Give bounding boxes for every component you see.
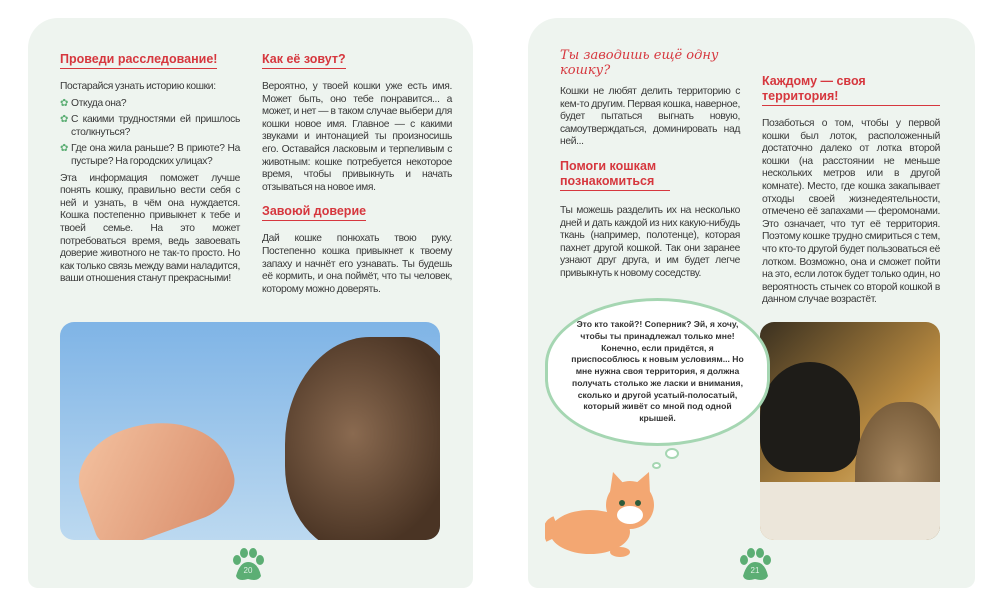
paw-bullet-icon: ✿ (60, 143, 69, 155)
list-item: ✿ С какими трудностями ей пришлось столкнуться? (60, 114, 240, 138)
right-column-2 (762, 74, 940, 307)
heading-territory: Каждому — своя территория! (762, 74, 940, 106)
cat-thought-bubble: Это кто такой?! Соперник? Эй, я хочу, чтобы ты принадлежал только мне! Конечно, если придётся, я приспособлюсь к новым условиям... Но мне нужна своя территория, я должна получать столько же ласки и внимания, сколько и другой усатый-полосатый, который живёт со мной под одной крышей. (545, 298, 770, 446)
body-text: Позаботься о том, чтобы у первой кошки был лоток, расположенный достаточно далеко от лотка второй кошки (на расстоянии не меньше нескольких метров или в другой комнате). Место, где кошка закапывает отходы своей жизнедеятельности, отмечено её запахами — феромонами. Это означает, что тут её территория. Поэтому кошке трудно смириться с тем, что кто-то другой будет пользоваться её лотком. Возможно, она и сможет пойти на это, если лоток будет только один, но вероятность стычек со второй кошкой в данном случае возрастёт. (762, 118, 940, 306)
body-text: Ты можешь разделить их на несколько дней и дать каждой из них какую-нибудь ткань (например, полотенце), которая пахнет другой кошкой. Так они заранее узнают друг друга, и им будет легче привыкнуть к новому соседству. (560, 204, 740, 279)
page-number: 21 (750, 566, 760, 575)
heading-investigate: Проведи расследование! (60, 52, 217, 69)
left-column-2 (262, 50, 452, 296)
paw-icon (228, 546, 268, 584)
list-item: ✿ Где она жила раньше? В приюте? На пустыре? На городских улицах? (60, 143, 240, 167)
page-number-badge (735, 546, 775, 584)
list-item: ✿ Откуда она? (60, 97, 127, 109)
body-text: Эта информация поможет лучше понять кошку, правильно вести себя с ней и узнать, в чём она нуждается. Кошка постепенно привыкнет к тебе и твоей семье. На это может потребоваться время, ведь завоевать доверие животного не так-то просто. Но как только связь между вами наладится, ваши отношения станут прекрасными! (60, 172, 240, 285)
bubble-dot (665, 448, 679, 459)
paw-bullet-icon: ✿ (60, 114, 69, 126)
body-text: Кошки не любят делить территорию с кем-то другим. Первая кошка, наверное, будет пытаться выгнать новую, самоутверждаться, доминировать над ней... (560, 86, 740, 148)
hand-shape (66, 400, 245, 540)
right-column-1 (560, 48, 740, 281)
bubble-dot (652, 462, 661, 469)
left-column-1 (60, 50, 240, 290)
page-number-badge (228, 546, 268, 584)
page-number: 20 (243, 566, 253, 575)
cat-shape (285, 337, 440, 540)
intro-text: Постарайся узнать историю кошки: (60, 81, 216, 92)
heading-trust: Завоюй доверие (262, 204, 366, 221)
blanket-shape (760, 482, 940, 540)
paw-icon (735, 546, 775, 584)
black-cat-shape (760, 362, 860, 472)
heading-name: Как её зовут? (262, 52, 346, 69)
heading-introduce: Помоги кошкам познакомиться (560, 159, 670, 191)
body-text: Вероятно, у твоей кошки уже есть имя. Может быть, оно тебе понравится... а может, и нет — в таком случае выбери для кошки новое имя. Главное — с какими звуками и интонацией ты произносишь его. Оставайся ласковым и терпеливым с животным: кошке потребуется некоторое время, чтобы привыкнуть и начать отзываться на новое имя. (262, 81, 452, 193)
photo-two-cats (760, 322, 940, 540)
body-text: Дай кошке понюхать твою руку. Постепенно кошка привыкнет к твоему запаху и начнёт его узнавать. Ты будешь её кормить, и она поймёт, что ты человек, которому можно доверять. (262, 233, 452, 295)
paw-bullet-icon: ✿ (60, 97, 69, 109)
title-another-cat: Ты заводишь ещё одну кошку? (560, 48, 719, 78)
photo-hand-and-cat (60, 322, 440, 540)
cartoon-cat-illustration (545, 470, 665, 560)
